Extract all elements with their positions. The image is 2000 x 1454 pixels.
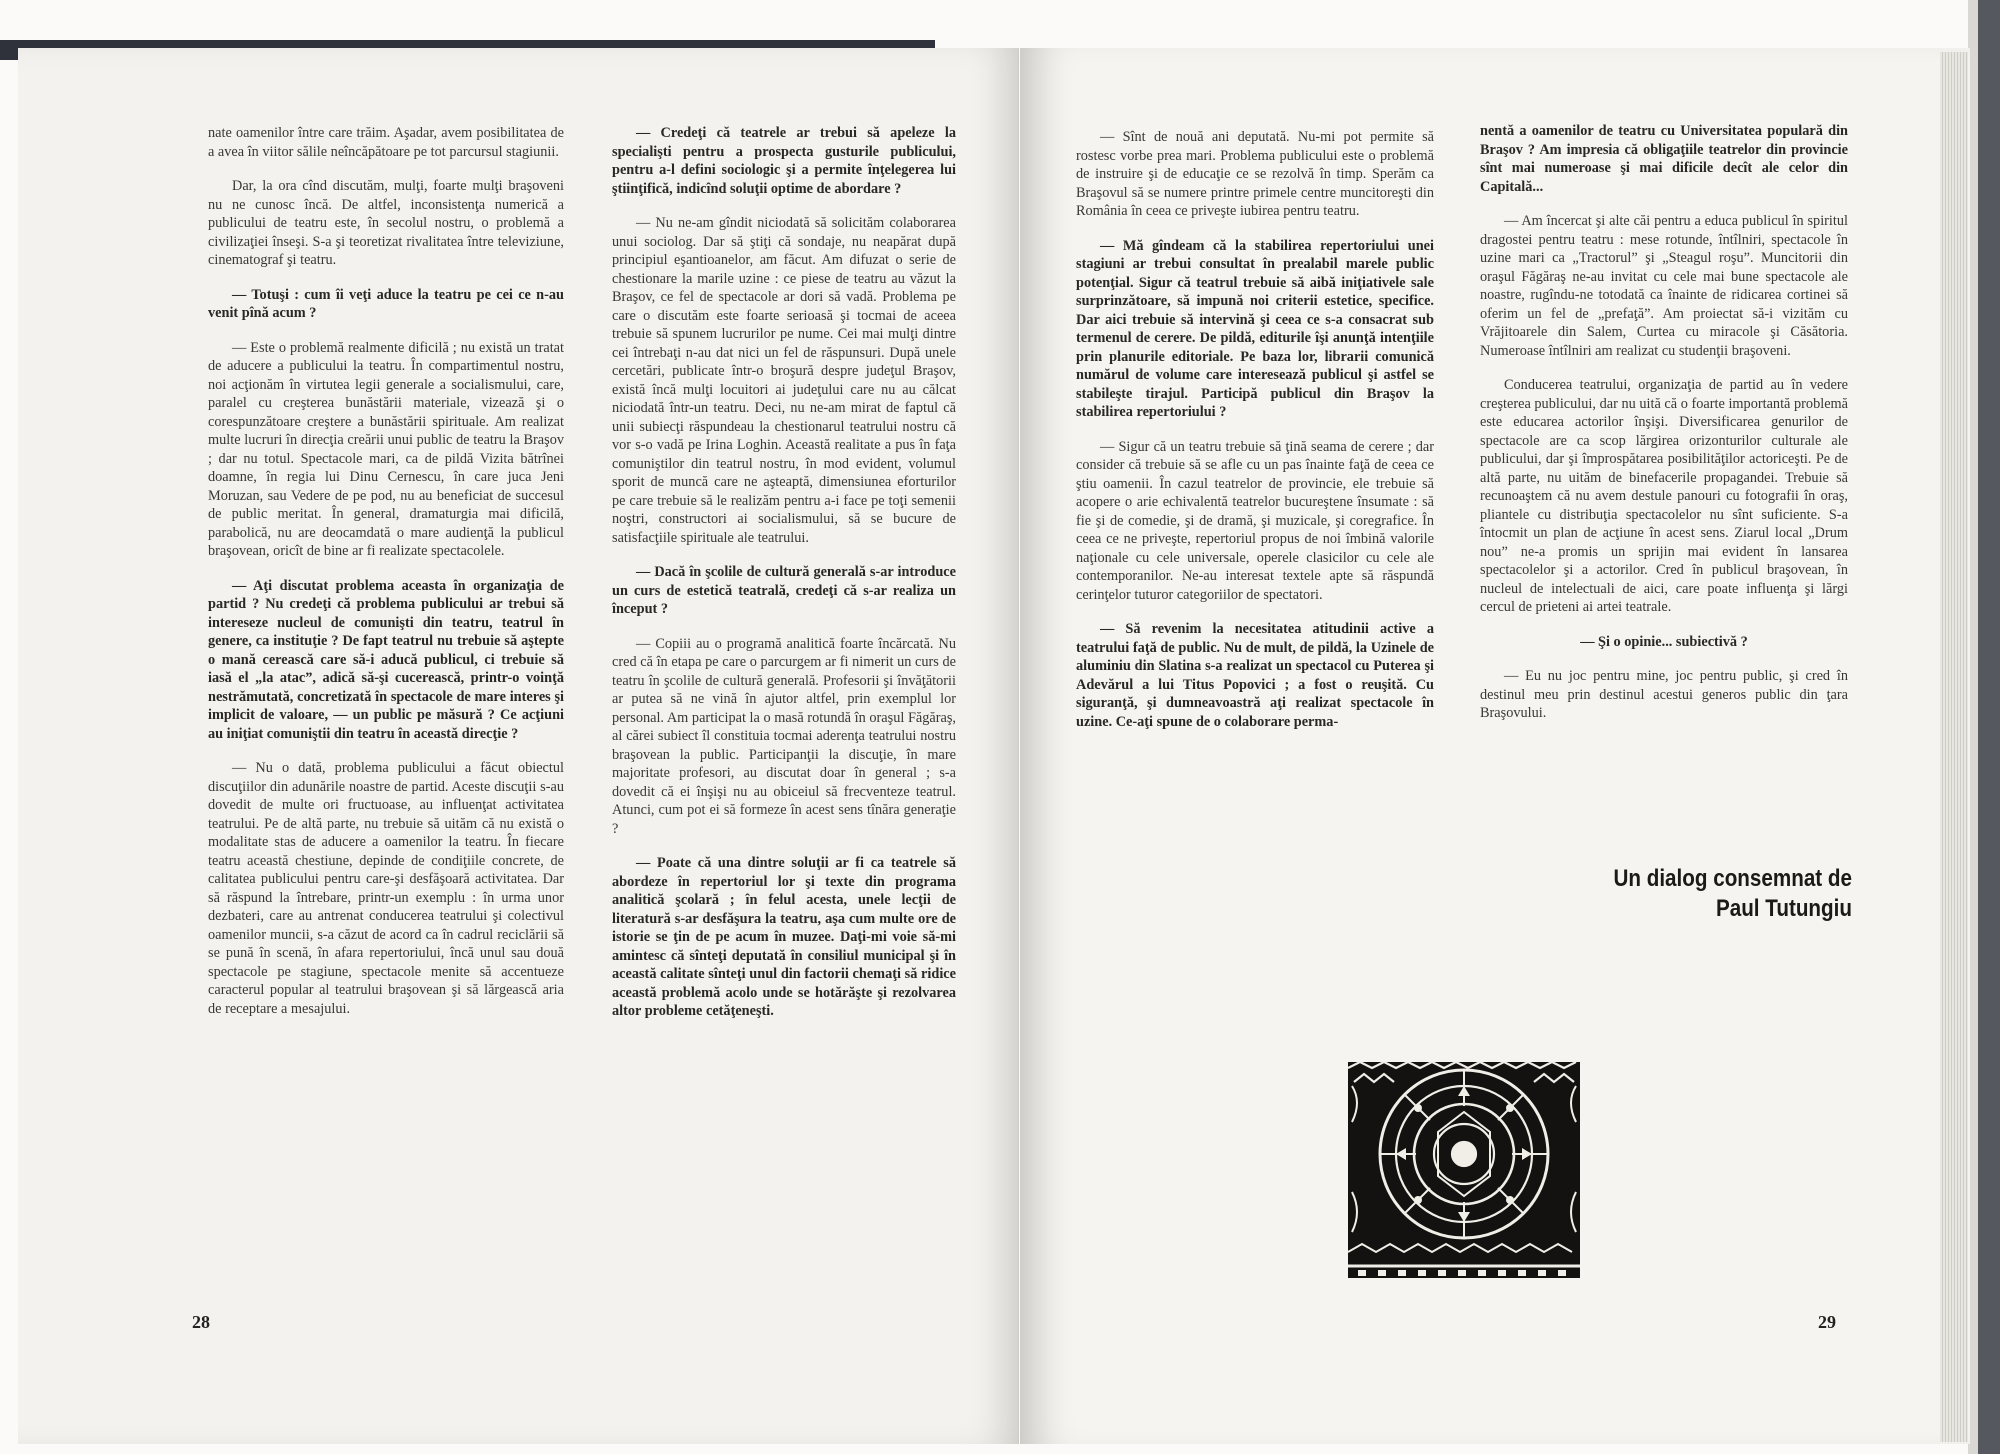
interview-question: — Dacă în şcolile de cultură generală s-ar introduce un curs de estetică teatrală, credeţi că s-ar realiza un început ? bbox=[612, 564, 956, 617]
right-page-column-2 bbox=[1480, 122, 1848, 739]
page-number-right: 29 bbox=[1818, 1312, 1836, 1332]
interview-answer: — Nu o dată, problema publicului a făcut obiectul discuţiilor din adunările noastre de partid. Aceste discuţii s-au dovedit de multe ori fructuoase, au influenţat activitatea teatrului. Pe de altă parte, nu trebuie să uităm că nu există o modalitate stas de aducere a oamenilor la teatru. În fiecare teatru această chestiune, depinde de condiţiile concrete, de calitatea publicului pentru care-şi desfăşoară activitatea. Dar să răspund la întrebare, printr-un exemplu : în urma unor dezbateri, care au antrenat conducerea teatrului şi colectivul oamenilor muncii, s-a căzut de acord ca în cadrul reciclării să se pună în scenă, în afara repertoriului, încă unul sau două spectacole pe stagiune, spectacole menite să accentueze caracterul popular al teatrului braşovean şi să lărgească aria de receptare a mesajului. bbox=[208, 760, 564, 1017]
page-edges bbox=[1940, 52, 1968, 1442]
signature-line-2: Paul Tutungiu bbox=[1715, 895, 1852, 922]
left-page-column-1 bbox=[208, 124, 564, 1034]
interview-question: — Totuşi : cum îi veţi aduce la teatru pe cei ce n-au venit pînă acum ? bbox=[208, 286, 564, 321]
interview-answer: — Nu ne-am gîndit niciodată să solicităm colaborarea unui sociolog. Dar să ştiţi că sondaje, nu neapărat după principiul eşantioanelor, am făcut. Am difuzat o serie de chestionare la marile uzine : ce piese de teatru au văzut la Braşov, ce fel de spectacole ar dori să vadă. Problema pe care o discutăm este foarte serioasă şi tocmai de aceea trebuie să spunem lucrurilor pe nume. Cei mai mulţi dintre cei întrebaţi n-au dat nici un fel de răspunsuri. După unele cercetări, publicate într-o broşură despre judeţul Braşov, există încă mulţi locuitori ai judeţului care nu au călcat niciodată într-un teatru. Deci, nu ne-am mirat de faptul că unii subiecţi răspundeau la chestionarul teatrului nostru că vor s-o vadă pe Irina Loghin. Această realitate a pus în faţa comuniştilor din teatrul nostru, în mod evident, volumul sporit de muncă care ne aşteaptă, dimensiunea eforturilor pe care trebuie să le realizăm pentru a-i face pe toţi semenii noştri, constructori ai socialismului, să se bucure de satisfacţiile spirituale ale teatrului. bbox=[612, 215, 956, 546]
interview-question: — Aţi discutat problema aceasta în organizaţia de partid ? Nu credeţi că problema publicului ar trebui să intereseze nucleul de comunişti din teatru, teatrul în genere, ca instituţie ? De fapt teatrul nu trebuie să aştepte o mană cerească care să-i aducă publicul, ci trebuie să iasă el „la atac”, adică să-şi cucerească, printr-o voinţă nestrămutată, concretizată în spectacole de mare interes şi implicit de valoare, — un public pe măsură ? Ce acţiuni au iniţiat comuniştii din teatru în această direcţie ? bbox=[208, 577, 564, 742]
interview-answer: Dar, la ora cînd discutăm, mulţi, foarte mulţi braşoveni nu ne cunosc încă. De altfel, inconsistenţa numerică a publicului de teatru este, în secolul nostru, o problemă a civilizaţiei înseşi. S-a şi teoretizat rivalitatea între televiziune, cinematograf şi teatru. bbox=[208, 178, 564, 268]
interview-question: — Şi o opinie... subiectivă ? bbox=[1580, 633, 1748, 650]
interview-answer: Conducerea teatrului, organizaţia de partid au în vedere creşterea publicului, dar nu uită că o foarte importantă problemă este educarea actorilor înşişi. Diversificarea genurilor de spectacole are ca scop lărgirea orizonturilor culturale ale publicului, dar şi împrospătarea posibilităţilor actoriceşti. Pe de altă parte, nu uităm de binefacerile propagandei. Trebuie să recunoaştem că nu avem destule panouri cu fotografii în oraş, pliantele cu distribuţia spectacolelor nu sînt suficiente. S-a întocmit un plan de acţiune în acest sens. Ziarul local „Drum nou” ne-a promis un sprijin mai evident în lansarea spectacolelor şi a actorilor. Cred în publicul braşovean, în nucleul de intelectuali de aici, care poate influenţa şi lărgi cercul de prieteni ai artei teatrale. bbox=[1480, 377, 1848, 615]
interview-answer: nate oamenilor între care trăim. Aşadar, avem posibilitatea de a avea în viitor sălile neîncăpătoare pe tot parcursul stagiunii. bbox=[208, 125, 564, 160]
left-page-column-2 bbox=[612, 124, 956, 1037]
interview-question: — Mă gîndeam că la stabilirea repertoriului unei stagiuni ar trebui consultat în prealabil marele public potenţial. Sigur că teatrul trebuie să aibă iniţiativele sale surprinzătoare, să impună noi criterii estetice, specifice. Dar aici trebuie să intervină şi ceea ce s-a consacrat sub termenul de cerere. De pildă, editurile îşi anunţă intenţiile prin planurile editoriale. Pe baza lor, librarii comunică numărul de volume care interesează publicul şi astfel se stabileşte tirajul. Participă publicul din Braşov la stabilirea repertoriului ? bbox=[1076, 237, 1434, 420]
interview-question: — Credeţi că teatrele ar trebui să apeleze la specialişti pentru a prospecta gusturile publicului, pentru a-l defini sociologic şi a permite înţelegerea lui ştiinţifică, indicînd soluţii optime de abordare ? bbox=[612, 125, 956, 197]
page-number-left: 28 bbox=[192, 1312, 210, 1332]
right-page-column-1 bbox=[1076, 128, 1434, 747]
interview-answer: — Am încercat şi alte căi pentru a educa publicul în spiritul dragostei pentru teatru : mese rotunde, întîlniri, spectacole în uzine mari ca „Tractorul” şi „Steagul roşu”. Muncitorii din oraşul Făgăraş ne-au invitat cu cele mai bune spectacole ale noastre, rugîndu-ne totodată ca înainte de ridicarea cortinei să oferim un fel de „prefaţă”. Am proiectat să-i vizităm cu Vrăjitoarele din Salem, Curtea cu miracole şi Căsătoria. Numeroase întîlniri am realizat cu studenţii braşoveni. bbox=[1480, 213, 1848, 359]
author-signature bbox=[1601, 864, 1852, 924]
interview-answer: — Este o problemă realmente dificilă ; nu există un tratat de aducere a publicului la teatru. În compartimentul nostru, noi acţionăm în virtutea legii generale a socialismului, care, paralel cu creşterea bunăstării materiale, vizează şi o corespunzătoare creştere a bunăstării spirituale. Am realizat multe lucruri în direcţia creării unui public de teatru la Braşov ; dar nu totul. Spectacole mari, ca de pildă Vizita bătrînei doamne, în regia lui Dinu Cernescu, în care juca Jeni Moruzan, sau Vedere de pe pod, nu au beneficiat de succesul de public meritat. În general, dramaturgia mai dificilă, parabolică, nu are deocamdată o mare audienţă la publicul braşovean, oricît de bine ar fi realizate spectacolele. bbox=[208, 339, 564, 559]
interview-answer: — Sigur că un teatru trebuie să ţină seama de cerere ; dar consider că trebuie să se afle cu un pas înainte faţă de ceea ce ştiu oamenii. În cazul teatrelor de provincie, ele trebuie să acopere o arie echivalentă teatrelor bucureştene însumate : să fie şi de comedie, şi de dramă, şi muzicale, şi coregrafice. În ceea ce ne priveşte, repertoriul propus de noi îmbină valorile naţionale cu cele universale, operele clasicilor cu cele ale contemporanilor. Ne-au interesat textele apte să răspundă cerinţelor tuturor categoriilor de spectatori. bbox=[1076, 438, 1434, 603]
interview-question: nentă a oamenilor de teatru cu Universitatea populară din Braşov ? Am impresia că obligaţiile teatrelor din provincie sînt mai numeroase şi mai dificile decît ale celor din Capitală... bbox=[1480, 123, 1848, 195]
book-cover-right bbox=[1978, 0, 2000, 1454]
interview-answer: — Eu nu joc pentru mine, joc pentru public, şi cred în destinul meu prin destinul acestui generos public din ţara Braşovului. bbox=[1480, 668, 1848, 721]
interview-question: — Poate că una dintre soluţii ar fi ca teatrele să abordeze în repertoriul lor şi texte din programa analitică şcolară ; în felul acesta, unele lecţii de literatură s-ar desfăşura la teatru, aşa cum multe ore de istorie se ţin de pe acum în muzee. Daţi-mi voie să-mi amintesc că sînteţi deputată în consiliul municipal şi în această calitate sînteţi unul din factorii chemaţi să ridice această problemă acolo unde se hotărăşte şi rezolvarea altor probleme cetăţeneşti. bbox=[612, 855, 956, 1019]
folk-ornament-illustration bbox=[1348, 1062, 1580, 1278]
interview-question: — Să revenim la necesitatea atitudinii active a teatrului faţă de public. Nu de mult, de pildă, la Uzinele de aluminiu din Slatina s-a realizat un spectacol cu Puterea şi Adevărul a lui Titus Popovici ; a fost o reuşită. Cu siguranţă, şi dumneavoastră aţi realizat spectacole în uzine. Ce-aţi spune de o colaborare perma- bbox=[1076, 621, 1434, 730]
interview-answer: — Copiii au o programă analitică foarte încărcată. Nu cred că în etapa pe care o parcurgem ar fi nimerit un curs de teatru în şcolile de cultură generală. Profesorii şi învăţătorii ar putea să ne vină în ajutor altfel, prin exemplul lor personal. Am participat la o masă rotundă în oraşul Făgăraş, al cărei subiect îl constituia tocmai aderenţa teatrului nostru braşovean la public. Participanţii la discuţie, în mare majoritate profesori, au discutat doar în general ; s-a dovedit că ei înşişi nu au obiceiul să frecventeze teatrul. Atunci, cum pot ei să formeze în acest sens tînăra generaţie ? bbox=[612, 635, 956, 837]
interview-answer: — Sînt de nouă ani deputată. Nu-mi pot permite să rostesc vorbe prea mari. Problema publicului este o problemă de instruire şi de educaţie ce se rezolvă în timp. Sperăm ca Braşovul să se numere printre primele centre muncitoreşti din România în ceea ce priveşte iubirea pentru teatru. bbox=[1076, 129, 1434, 219]
signature-line-1: Un dialog consemnat de bbox=[1613, 865, 1852, 892]
